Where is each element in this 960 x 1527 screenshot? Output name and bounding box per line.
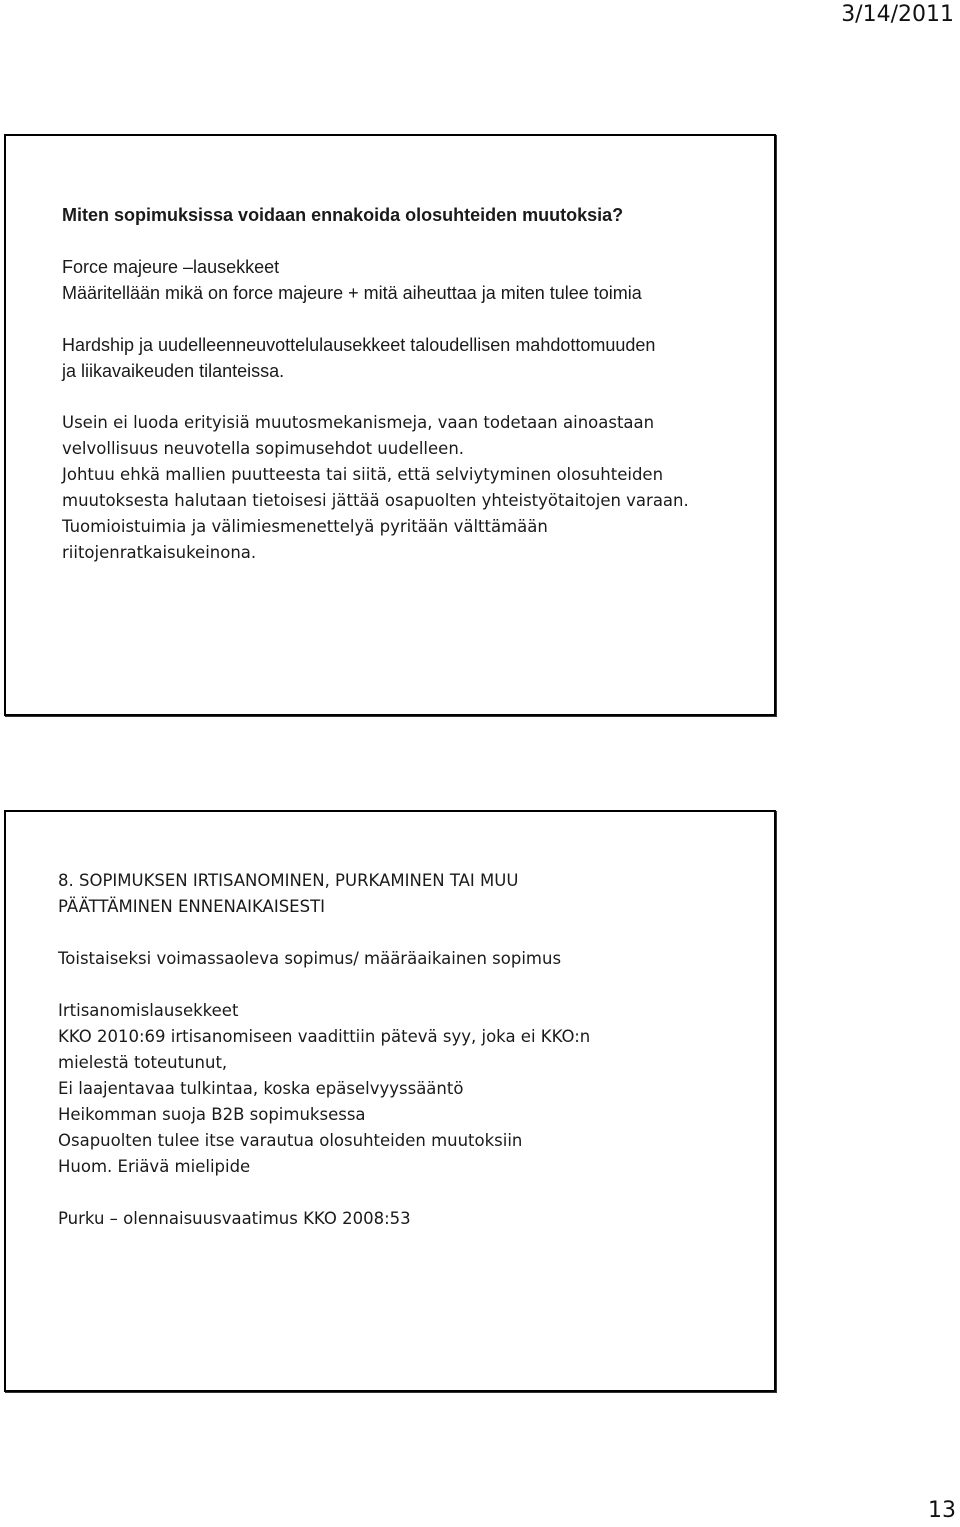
rescission-line: Purku – olennaisuusvaatimus KKO 2008:53 <box>58 1209 411 1228</box>
termination-line: Osapuolten tulee itse varautua olosuhteiden muutoksiin <box>58 1131 523 1150</box>
hardship-line-2: ja liikavaikeuden tilanteissa. <box>62 361 285 381</box>
paragraph-line: velvollisuus neuvotella sopimusehdot uudelleen. <box>62 439 465 458</box>
page-number: 13 <box>928 1498 956 1523</box>
paragraph-line: riitojenratkaisukeinona. <box>62 543 257 562</box>
paragraph-line: Usein ei luoda erityisiä muutosmekanismeja, vaan todetaan ainoastaan <box>62 413 655 432</box>
section-heading-line-2: PÄÄTTÄMINEN ENNENAIKAISESTI <box>58 897 326 916</box>
paragraph-line: Tuomioistuimia ja välimiesmenettelyä pyritään välttämään <box>62 517 548 536</box>
slide-content-1 <box>62 202 754 566</box>
termination-line: KKO 2010:69 irtisanomiseen vaadittiin pätevä syy, joka ei KKO:n <box>58 1027 591 1046</box>
termination-line: mielestä toteutunut, <box>58 1053 228 1072</box>
termination-line: Ei laajentavaa tulkintaa, koska epäselvyyssääntö <box>58 1079 464 1098</box>
slide-title: Miten sopimuksissa voidaan ennakoida olosuhteiden muutoksia? <box>62 205 624 225</box>
slide-frame-1 <box>4 134 776 716</box>
slide-content-2 <box>58 868 754 1232</box>
contract-types: Toistaiseksi voimassaoleva sopimus/ määräaikainen sopimus <box>58 949 562 968</box>
force-majeure-heading: Force majeure –lausekkeet <box>62 257 280 277</box>
force-majeure-text: Määritellään mikä on force majeure + mitä aiheuttaa ja miten tulee toimia <box>62 283 642 303</box>
paragraph-line: muutoksesta halutaan tietoisesi jättää osapuolten yhteistyötaitojen varaan. <box>62 491 689 510</box>
slide-frame-2 <box>4 810 776 1392</box>
termination-line: Heikomman suoja B2B sopimuksessa <box>58 1105 366 1124</box>
hardship-line-1: Hardship ja uudelleenneuvottelulausekkeet taloudellisen mahdottomuuden <box>62 335 656 355</box>
paragraph-line: Johtuu ehkä mallien puutteesta tai siitä, että selviytyminen olosuhteiden <box>62 465 664 484</box>
slide-date: 3/14/2011 <box>841 2 954 27</box>
section-heading-line-1: 8. SOPIMUKSEN IRTISANOMINEN, PURKAMINEN TAI MUU <box>58 871 519 890</box>
termination-line: Huom. Eriävä mielipide <box>58 1157 251 1176</box>
termination-line: Irtisanomislausekkeet <box>58 1001 239 1020</box>
